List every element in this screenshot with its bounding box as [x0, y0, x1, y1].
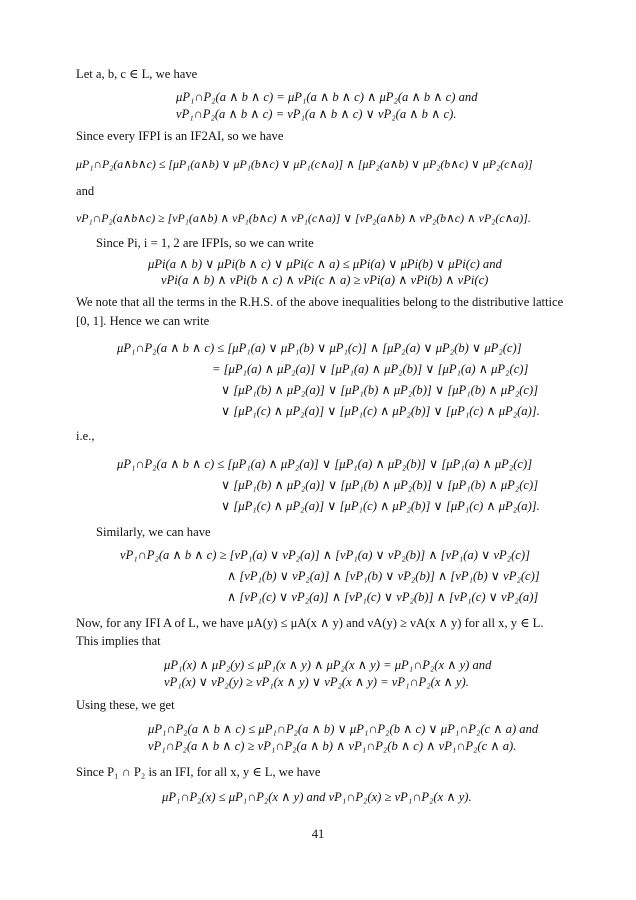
text-line-6: [0, 1]. Hence we can write [76, 314, 210, 328]
equation-line-20: νP₁∩P₂(a ∧ b ∧ c) ≥ νP₁∩P₂(a ∧ b) ∧ νP₁∩P₂(b ∧ c) ∧ νP₁∩P₂(c ∧ a). [148, 739, 517, 753]
equation-line-15: ∧ [νP₁(b) ∨ νP₂(a)] ∧ [νP₁(b) ∨ νP₂(b)] ∧ [νP₁(b) ∨ νP₂(c)] [227, 569, 540, 583]
page-number: 41 [311, 827, 325, 841]
equation-line-16: ∧ [νP₁(c) ∨ νP₂(a)] ∧ [νP₁(c) ∨ νP₂(b)] ∧ [νP₁(c) ∨ νP₂(a)] [227, 590, 539, 604]
equation-line-6: νPi(a ∧ b) ∧ νPi(b ∧ c) ∧ νPi(c ∧ a) ≥ νPi(a) ∧ νPi(b) ∧ νPi(c) [161, 273, 489, 287]
equation-line-17: μP₁(x) ∧ μP₂(y) ≤ μP₁(x ∧ y) ∧ μP₂(x ∧ y) = μP₁∩P₂(x ∧ y) and [164, 658, 492, 672]
equation-line-1: μP₁∩P₂(a ∧ b ∧ c) = μP₁(a ∧ b ∧ c) ∧ μP₂(a ∧ b ∧ c) and [176, 90, 478, 104]
equation-line-11: μP₁∩P₂(a ∧ b ∧ c) ≤ [μP₁(a) ∧ μP₂(a)] ∨ [μP₁(a) ∧ μP₂(b)] ∨ [μP₁(a) ∧ μP₂(c)] [117, 457, 533, 471]
text-line-9: Now, for any IFI A of L, we have μA(y) ≤ μA(x ∧ y) and νA(y) ≥ νA(x ∧ y) for all x, y ∈ L. [76, 616, 544, 630]
equation-line-12: ∨ [μP₁(b) ∧ μP₂(a)] ∨ [μP₁(b) ∧ μP₂(b)] ∨ [μP₁(b) ∧ μP₂(c)] [221, 478, 539, 492]
equation-line-8: = [μP₁(a) ∧ μP₂(a)] ∨ [μP₁(a) ∧ μP₂(b)] ∨ [μP₁(a) ∧ μP₂(c)] [212, 362, 529, 376]
text-line-12: Since P₁ ∩ P₂ is an IFI, for all x, y ∈ L, we have [76, 765, 321, 779]
text-line-7: i.e., [76, 429, 95, 443]
text-line-11: Using these, we get [76, 698, 175, 712]
text-line-2: Since every IFPI is an IF2AI, so we have [76, 129, 284, 143]
equation-line-7: μP₁∩P₂(a ∧ b ∧ c) ≤ [μP₁(a) ∨ μP₁(b) ∨ μP₁(c)] ∧ [μP₂(a) ∨ μP₂(b) ∨ μP₂(c)] [117, 341, 522, 355]
text-line-8: Similarly, we can have [96, 525, 211, 539]
equation-line-14: νP₁∩P₂(a ∧ b ∧ c) ≥ [νP₁(a) ∨ νP₂(a)] ∧ [νP₁(a) ∨ νP₂(b)] ∧ [νP₁(a) ∨ νP₂(c)] [120, 548, 530, 562]
equation-line-13: ∨ [μP₁(c) ∧ μP₂(a)] ∨ [μP₁(c) ∧ μP₂(b)] ∨ [μP₁(c) ∧ μP₂(a)]. [221, 499, 540, 513]
text-line-5: We note that all the terms in the R.H.S. of the above inequalities belong to the distributive lattice [76, 295, 564, 309]
equation-line-21: μP₁∩P₂(x) ≤ μP₁∩P₂(x ∧ y) and νP₁∩P₂(x) ≥ νP₁∩P₂(x ∧ y). [162, 790, 472, 804]
equation-line-3: μP₁∩P₂(a∧b∧c) ≤ [μP₁(a∧b) ∨ μP₁(b∧c) ∨ μP₁(c∧a)] ∧ [μP₂(a∧b) ∨ μP₂(b∧c) ∨ μP₂(c∧a)] [76, 157, 533, 171]
text-line-3: and [76, 184, 95, 198]
equation-line-4: νP₁∩P₂(a∧b∧c) ≥ [νP₁(a∧b) ∧ νP₁(b∧c) ∧ νP₁(c∧a)] ∨ [νP₂(a∧b) ∧ νP₂(b∧c) ∧ νP₂(c∧a)]. [76, 211, 531, 225]
equation-line-10: ∨ [μP₁(c) ∧ μP₂(a)] ∨ [μP₁(c) ∧ μP₂(b)] ∨ [μP₁(c) ∧ μP₂(a)]. [221, 404, 540, 418]
text-line-10: This implies that [76, 634, 161, 648]
equation-line-18: νP₁(x) ∨ νP₂(y) ≥ νP₁(x ∧ y) ∨ νP₂(x ∧ y) = νP₁∩P₂(x ∧ y). [164, 675, 469, 689]
equation-line-2: νP₁∩P₂(a ∧ b ∧ c) = νP₁(a ∧ b ∧ c) ∨ νP₂(a ∧ b ∧ c). [176, 107, 457, 121]
equation-line-9: ∨ [μP₁(b) ∧ μP₂(a)] ∨ [μP₁(b) ∧ μP₂(b)] ∨ [μP₁(b) ∧ μP₂(c)] [221, 383, 539, 397]
equation-line-19: μP₁∩P₂(a ∧ b ∧ c) ≤ μP₁∩P₂(a ∧ b) ∨ μP₁∩P₂(b ∧ c) ∨ μP₁∩P₂(c ∧ a) and [148, 722, 539, 736]
equation-line-5: μPi(a ∧ b) ∨ μPi(b ∧ c) ∨ μPi(c ∧ a) ≤ μPi(a) ∨ μPi(b) ∨ μPi(c) and [148, 257, 502, 271]
text-line-4: Since Pi, i = 1, 2 are IFPIs, so we can write [96, 236, 314, 250]
text-line-1: Let a, b, c ∈ L, we have [76, 67, 198, 81]
